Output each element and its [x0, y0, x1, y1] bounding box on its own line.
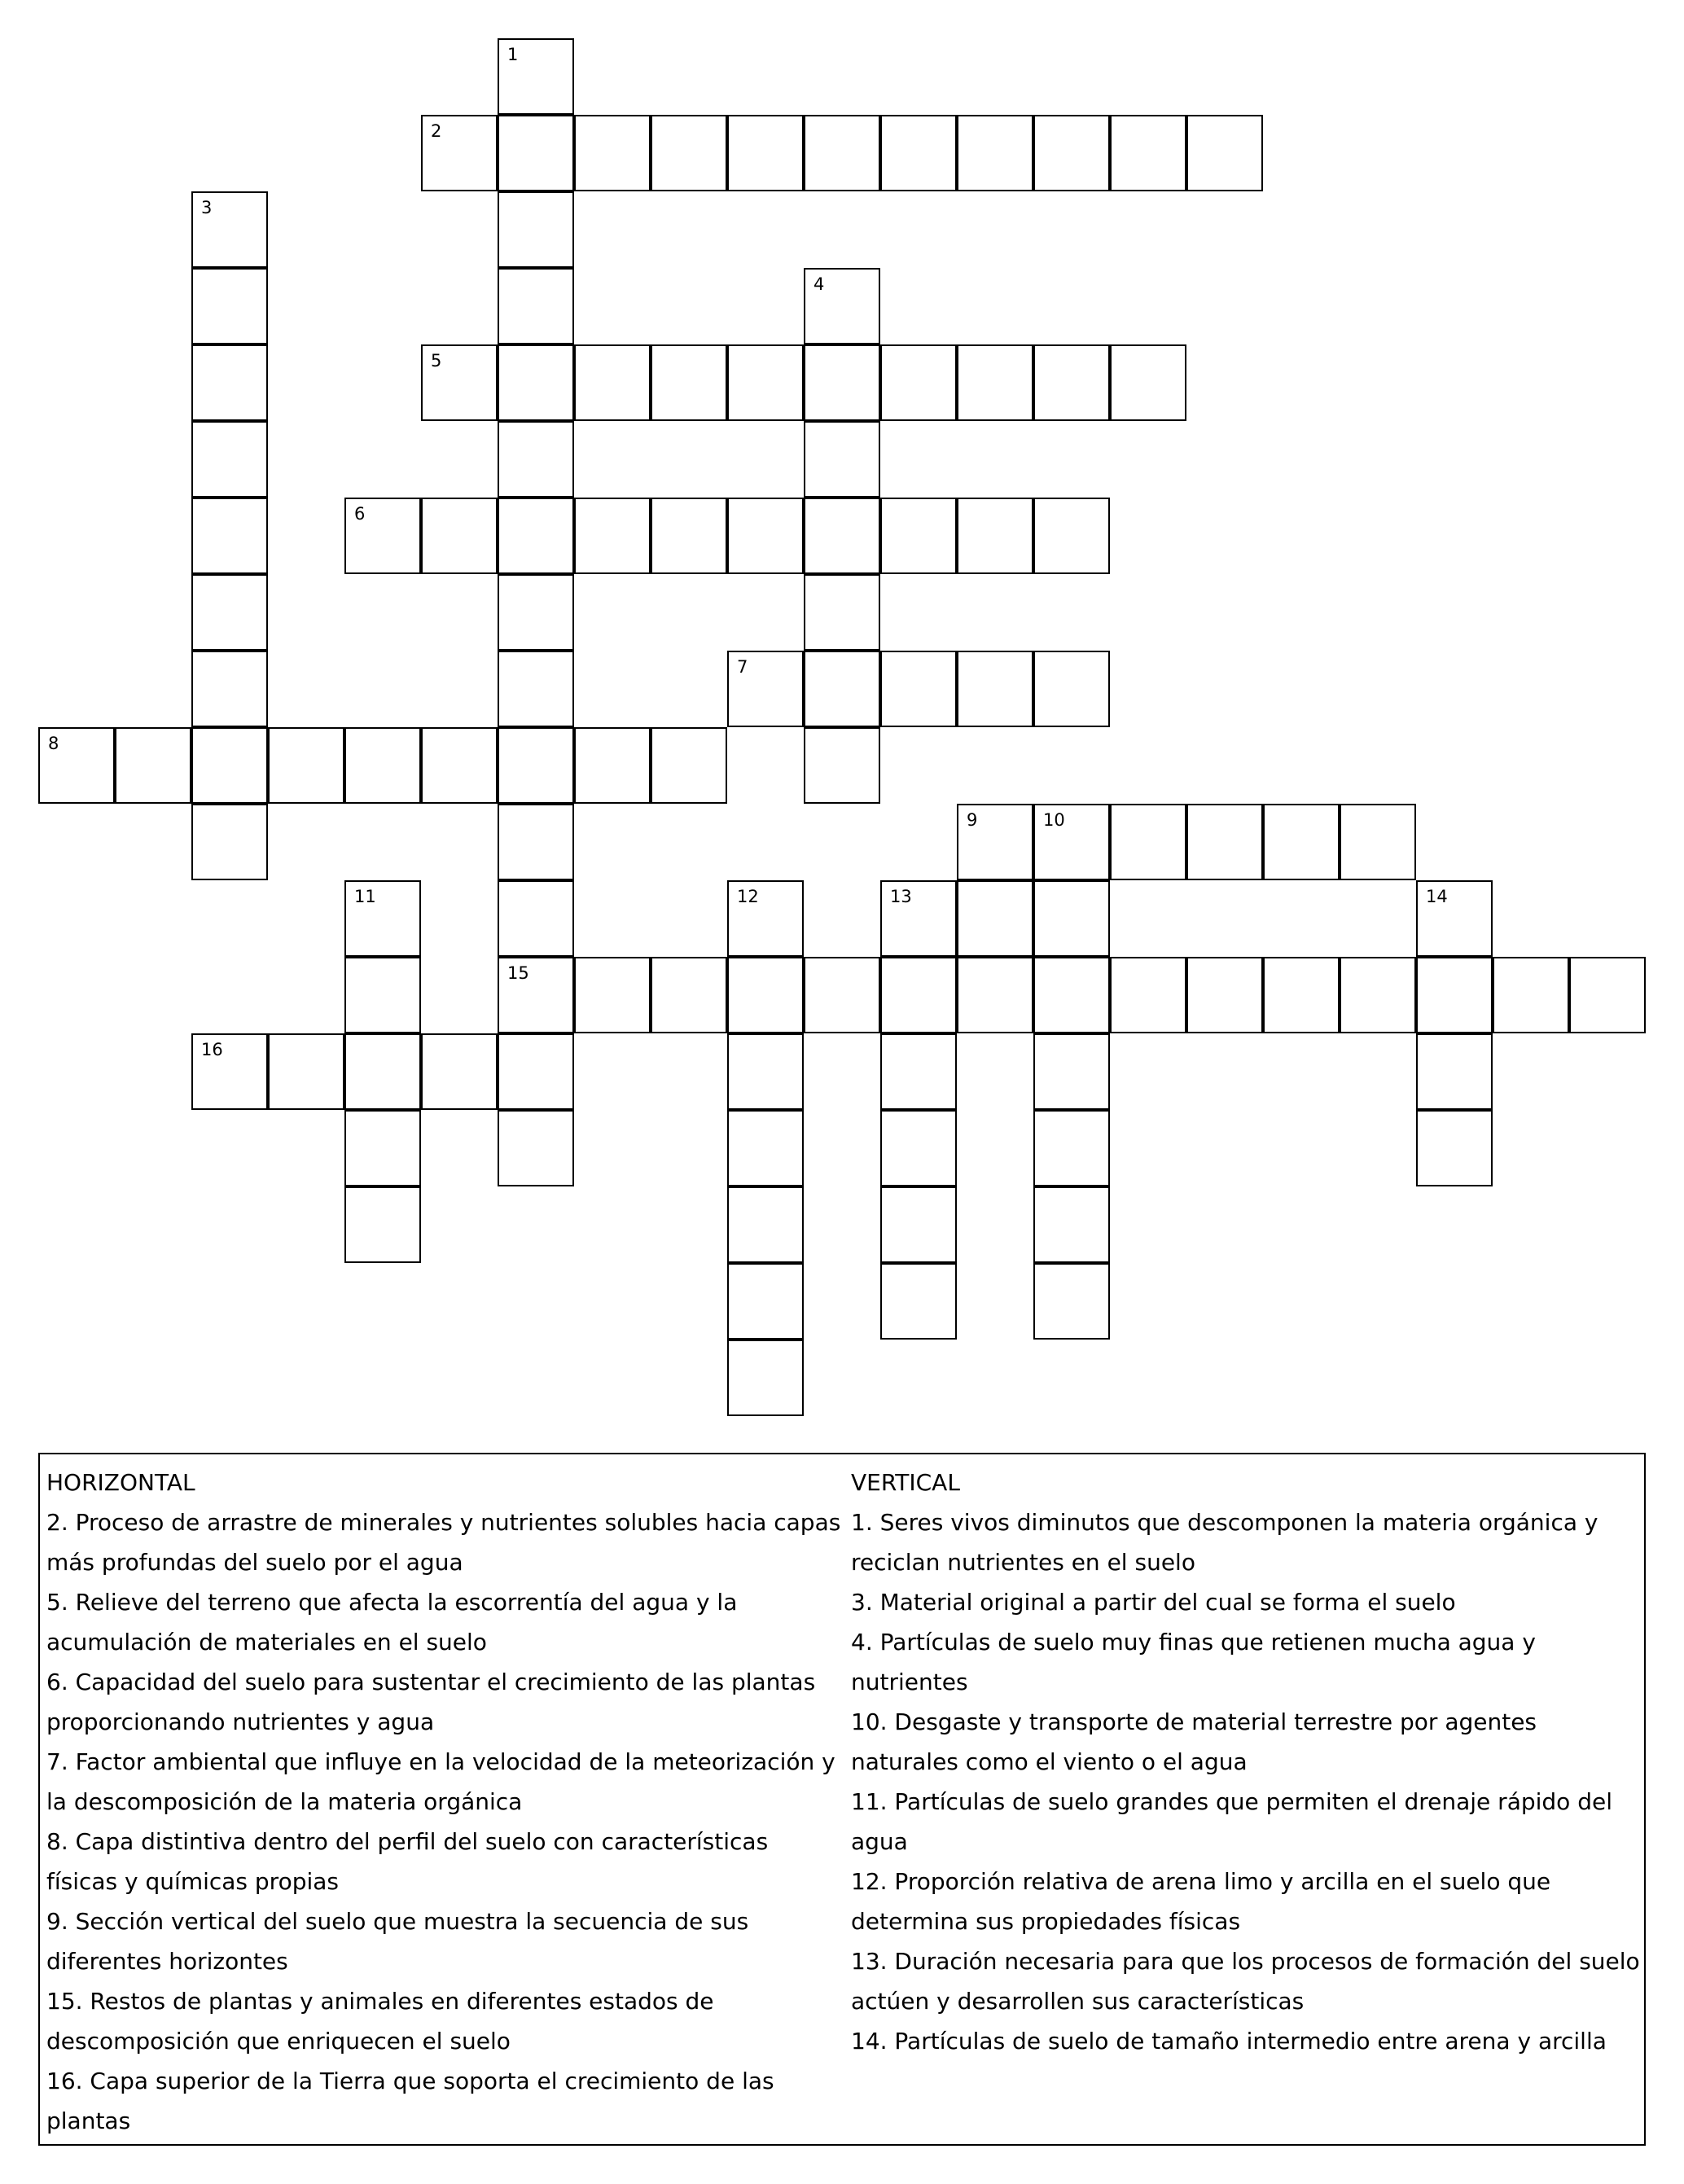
grid-cell[interactable] [191, 651, 268, 727]
clue-across-5: 5. Relieve del terreno que afecta la escorrentía del agua y la acumulación de materiales en el suelo [46, 1589, 738, 1656]
grid-cell[interactable] [651, 957, 727, 1033]
grid-cell[interactable] [498, 574, 574, 651]
clue-number: 15 [507, 963, 529, 983]
clue-number: 6 [354, 504, 366, 524]
clue-number: 13 [890, 887, 912, 906]
grid-cell[interactable] [574, 957, 651, 1033]
grid-cell[interactable] [957, 498, 1033, 574]
horizontal-clues [46, 1463, 844, 2141]
clue-number: 16 [201, 1040, 223, 1059]
grid-cell[interactable] [344, 957, 421, 1033]
grid-cell[interactable] [498, 804, 574, 880]
grid-cell[interactable] [1033, 1110, 1110, 1186]
grid-cell[interactable] [191, 498, 268, 574]
grid-cell[interactable] [421, 498, 498, 574]
grid-cell[interactable] [574, 344, 651, 421]
clue-down-10: 10. Desgaste y transporte de material terrestre por agentes naturales como el viento o el agua [851, 1708, 1537, 1775]
grid-cell[interactable] [651, 498, 727, 574]
grid-cell[interactable] [1569, 957, 1646, 1033]
grid-cell[interactable] [804, 651, 880, 727]
grid-cell[interactable] [1033, 804, 1110, 880]
grid-cell[interactable] [1493, 957, 1569, 1033]
grid-cell[interactable] [1416, 880, 1493, 957]
grid-cell[interactable] [880, 1263, 957, 1340]
grid-cell[interactable] [880, 880, 957, 957]
grid-cell[interactable] [1263, 804, 1340, 880]
grid-cell[interactable] [727, 1186, 804, 1263]
grid-cell[interactable] [804, 957, 880, 1033]
vertical-clues [851, 1463, 1641, 2061]
grid-cell[interactable] [880, 957, 957, 1033]
grid-cell[interactable] [1340, 804, 1416, 880]
grid-cell[interactable] [344, 1186, 421, 1263]
grid-cell[interactable] [498, 268, 574, 344]
grid-cell[interactable] [727, 1263, 804, 1340]
grid-cell[interactable] [651, 727, 727, 804]
grid-cell[interactable] [421, 727, 498, 804]
grid-cell[interactable] [344, 1110, 421, 1186]
clue-across-9: 9. Sección vertical del suelo que muestra la secuencia de sus diferentes horizontes [46, 1908, 749, 1975]
grid-cell[interactable] [191, 727, 268, 804]
grid-cell[interactable] [498, 651, 574, 727]
clue-number: 3 [201, 198, 213, 217]
grid-cell[interactable] [1416, 957, 1493, 1033]
grid-cell[interactable] [957, 344, 1033, 421]
grid-cell[interactable] [880, 344, 957, 421]
grid-cell[interactable] [880, 1110, 957, 1186]
clue-down-4: 4. Partículas de suelo muy finas que retienen mucha agua y nutrientes [851, 1629, 1536, 1695]
clue-down-3: 3. Material original a partir del cual se forma el suelo [851, 1589, 1456, 1616]
grid-cell[interactable] [421, 115, 498, 191]
grid-cell[interactable] [1110, 344, 1186, 421]
grid-cell[interactable] [880, 651, 957, 727]
grid-cell[interactable] [727, 1340, 804, 1416]
grid-cell[interactable] [1033, 115, 1110, 191]
grid-cell[interactable] [344, 1033, 421, 1110]
clue-down-12: 12. Proporción relativa de arena limo y arcilla en el suelo que determina sus propiedades físicas [851, 1868, 1551, 1935]
grid-cell[interactable] [115, 727, 191, 804]
grid-cell[interactable] [727, 115, 804, 191]
clue-number: 10 [1043, 810, 1065, 830]
grid-cell[interactable] [957, 957, 1033, 1033]
grid-cell[interactable] [804, 574, 880, 651]
clue-down-11: 11. Partículas de suelo grandes que permiten el drenaje rápido del agua [851, 1788, 1612, 1855]
grid-cell[interactable] [574, 498, 651, 574]
grid-cell[interactable] [421, 1033, 498, 1110]
grid-cell[interactable] [1033, 1186, 1110, 1263]
grid-cell[interactable] [191, 191, 268, 268]
grid-cell[interactable] [957, 651, 1033, 727]
clue-number: 14 [1426, 887, 1448, 906]
grid-cell[interactable] [344, 498, 421, 574]
grid-cell[interactable] [191, 421, 268, 498]
grid-cell[interactable] [498, 115, 574, 191]
grid-cell[interactable] [1186, 804, 1263, 880]
clue-number: 5 [431, 351, 442, 371]
grid-cell[interactable] [344, 880, 421, 957]
grid-cell[interactable] [191, 804, 268, 880]
grid-cell[interactable] [498, 344, 574, 421]
grid-cell[interactable] [498, 38, 574, 115]
grid-cell[interactable] [1033, 1263, 1110, 1340]
clue-down-14: 14. Partículas de suelo de tamaño intermedio entre arena y arcilla [851, 2028, 1607, 2055]
grid-cell[interactable] [421, 344, 498, 421]
grid-cell[interactable] [804, 344, 880, 421]
clue-across-8: 8. Capa distintiva dentro del perfil del suelo con características físicas y químicas propias [46, 1828, 769, 1895]
clue-number: 9 [967, 810, 978, 830]
clue-across-2: 2. Proceso de arrastre de minerales y nutrientes solubles hacia capas más profundas del suelo por el agua [46, 1509, 841, 1576]
clue-number: 2 [431, 121, 442, 141]
grid-cell[interactable] [727, 1110, 804, 1186]
grid-cell[interactable] [191, 268, 268, 344]
grid-cell[interactable] [38, 727, 115, 804]
grid-cell[interactable] [1110, 804, 1186, 880]
clue-box [38, 1453, 1646, 2146]
grid-cell[interactable] [191, 574, 268, 651]
grid-cell[interactable] [804, 268, 880, 344]
clue-number: 8 [48, 734, 59, 753]
grid-cell[interactable] [651, 344, 727, 421]
clue-number: 1 [507, 45, 519, 64]
grid-cell[interactable] [498, 498, 574, 574]
grid-cell[interactable] [498, 421, 574, 498]
grid-cell[interactable] [268, 1033, 344, 1110]
clue-number: 11 [354, 887, 376, 906]
grid-cell[interactable] [1033, 651, 1110, 727]
grid-cell[interactable] [957, 880, 1033, 957]
grid-cell[interactable] [268, 727, 344, 804]
grid-cell[interactable] [498, 1033, 574, 1110]
grid-cell[interactable] [804, 115, 880, 191]
vertical-heading: VERTICAL [851, 1469, 960, 1496]
clue-down-13: 13. Duración necesaria para que los procesos de formación del suelo actúen y desarrollen sus características [851, 1948, 1640, 2015]
grid-cell[interactable] [1033, 957, 1110, 1033]
grid-cell[interactable] [1033, 1033, 1110, 1110]
grid-cell[interactable] [804, 727, 880, 804]
grid-cell[interactable] [1033, 498, 1110, 574]
clue-down-1: 1. Seres vivos diminutos que descomponen la materia orgánica y reciclan nutrientes en el suelo [851, 1509, 1598, 1576]
grid-cell[interactable] [1263, 957, 1340, 1033]
clue-number: 12 [737, 887, 759, 906]
grid-cell[interactable] [727, 498, 804, 574]
grid-cell[interactable] [727, 651, 804, 727]
clue-number: 7 [737, 657, 748, 677]
grid-cell[interactable] [344, 727, 421, 804]
grid-cell[interactable] [1416, 1033, 1493, 1110]
grid-cell[interactable] [651, 115, 727, 191]
grid-cell[interactable] [498, 1110, 574, 1186]
clue-across-7: 7. Factor ambiental que influye en la velocidad de la meteorización y la descomposición de la materia orgánica [46, 1748, 835, 1815]
grid-cell[interactable] [1033, 344, 1110, 421]
grid-cell[interactable] [574, 115, 651, 191]
grid-cell[interactable] [498, 957, 574, 1033]
grid-cell[interactable] [191, 1033, 268, 1110]
grid-cell[interactable] [727, 344, 804, 421]
grid-cell[interactable] [727, 1033, 804, 1110]
clue-across-6: 6. Capacidad del suelo para sustentar el crecimiento de las plantas proporcionando nutrientes y agua [46, 1669, 816, 1735]
grid-cell[interactable] [498, 880, 574, 957]
grid-cell[interactable] [727, 957, 804, 1033]
grid-cell[interactable] [1186, 957, 1263, 1033]
grid-cell[interactable] [1186, 115, 1263, 191]
grid-cell[interactable] [1110, 957, 1186, 1033]
grid-cell[interactable] [191, 344, 268, 421]
grid-cell[interactable] [804, 498, 880, 574]
grid-cell[interactable] [1033, 880, 1110, 957]
grid-cell[interactable] [1416, 1110, 1493, 1186]
grid-cell[interactable] [574, 727, 651, 804]
grid-cell[interactable] [1110, 115, 1186, 191]
grid-cell[interactable] [957, 804, 1033, 880]
grid-cell[interactable] [727, 880, 804, 957]
horizontal-heading: HORIZONTAL [46, 1469, 195, 1496]
grid-cell[interactable] [1340, 957, 1416, 1033]
grid-cell[interactable] [804, 421, 880, 498]
grid-cell[interactable] [880, 115, 957, 191]
grid-cell[interactable] [498, 727, 574, 804]
clue-across-16: 16. Capa superior de la Tierra que soporta el crecimiento de las plantas [46, 2068, 774, 2134]
grid-cell[interactable] [498, 191, 574, 268]
clue-number: 4 [813, 274, 825, 294]
grid-cell[interactable] [957, 115, 1033, 191]
grid-cell[interactable] [880, 498, 957, 574]
clue-across-15: 15. Restos de plantas y animales en diferentes estados de descomposición que enriquecen el suelo [46, 1988, 714, 2055]
grid-cell[interactable] [880, 1033, 957, 1110]
grid-cell[interactable] [880, 1186, 957, 1263]
